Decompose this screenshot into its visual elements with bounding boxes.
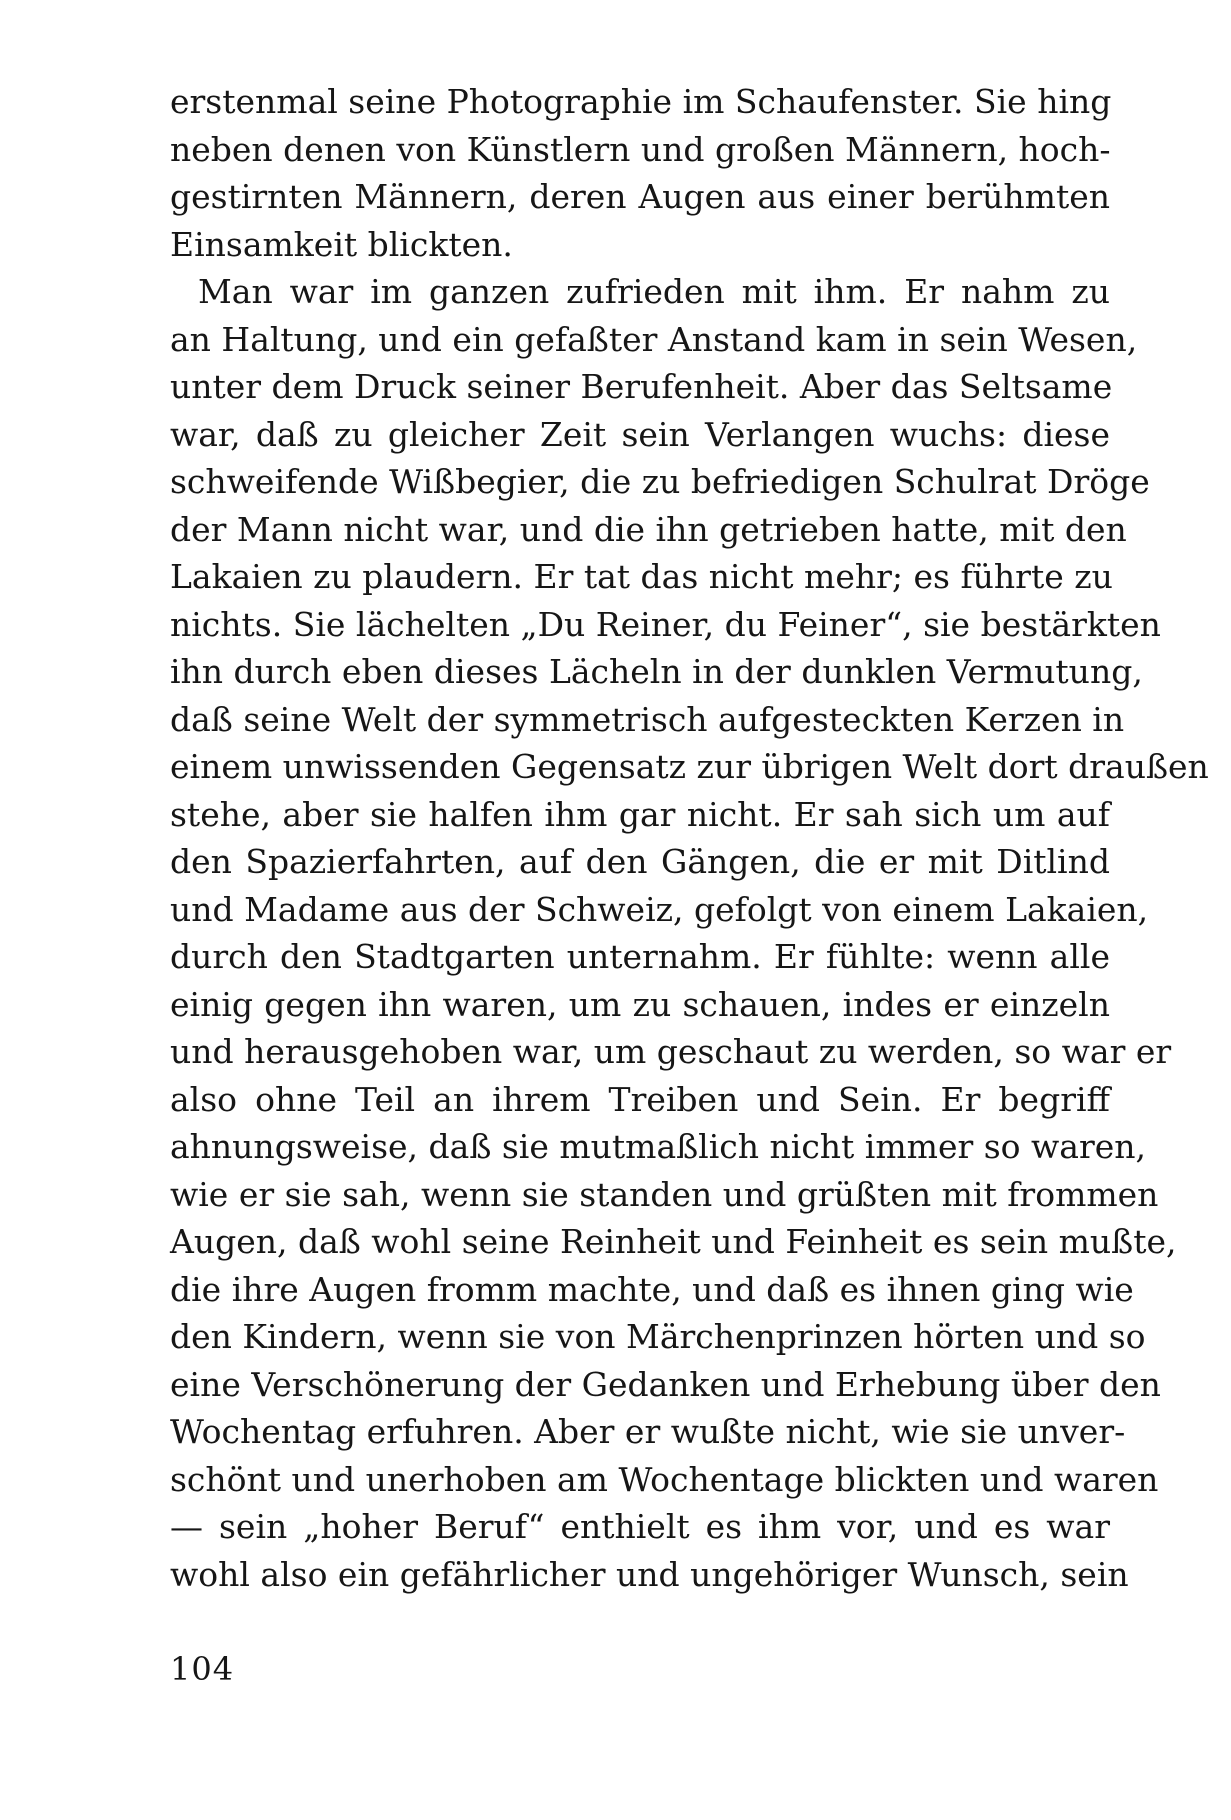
text-line: neben denen von Künstlern und großen Männern, hoch- — [170, 129, 1111, 169]
text-line: Man war im ganzen zufrieden mit ihm. Er nahm zu — [198, 272, 1110, 311]
text-line: war, daß zu gleicher Zeit sein Verlangen wuchs: diese — [170, 414, 1110, 454]
text-line: nichts. Sie lächelten „Du Reiner, du Feiner“, sie bestärkten — [170, 604, 1161, 644]
text-line: Augen, daß wohl seine Reinheit und Feinheit es sein mußte, — [170, 1222, 1177, 1261]
body-text — [170, 78, 1209, 1598]
text-line: ihn durch eben dieses Lächeln in der dunklen Vermutung, — [170, 652, 1143, 691]
text-line: unter dem Druck seiner Berufenheit. Aber das Seltsame — [170, 367, 1113, 406]
text-line: Einsamkeit blickten. — [170, 224, 513, 264]
text-line: eine Verschönerung der Gedanken und Erhebung über den — [170, 1364, 1161, 1404]
text-line: stehe, aber sie halfen ihm gar nicht. Er sah sich um auf — [170, 794, 1110, 834]
text-line: den Kindern, wenn sie von Märchenprinzen hörten und so — [170, 1317, 1146, 1356]
text-line: der Mann nicht war, und die ihn getrieben hatte, mit den — [170, 509, 1127, 549]
text-line: an Haltung, und ein gefaßter Anstand kam in sein Wesen, — [170, 319, 1138, 359]
text-line: Lakaien zu plaudern. Er tat das nicht mehr; es führte zu — [170, 557, 1113, 596]
text-line: wohl also ein gefährlicher und ungehöriger Wunsch, sein — [170, 1554, 1129, 1594]
text-line: — sein „hoher Beruf“ enthielt es ihm vor, und es war — [170, 1507, 1110, 1546]
text-line: und Madame aus der Schweiz, gefolgt von einem Lakaien, — [170, 889, 1149, 929]
text-line: einem unwissenden Gegensatz zur übrigen Welt dort draußen — [170, 747, 1209, 786]
text-line: erstenmal seine Photographie im Schaufenster. Sie hing — [170, 82, 1112, 121]
text-line: schweifende Wißbegier, die zu befriedigen Schulrat Dröge — [170, 462, 1150, 501]
text-line: wie er sie sah, wenn sie standen und grüßten mit frommen — [170, 1174, 1159, 1214]
text-line: schönt und unerhoben am Wochentage blickten und waren — [170, 1459, 1159, 1499]
text-line: durch den Stadtgarten unternahm. Er fühlte: wenn alle — [170, 937, 1110, 976]
text-line: daß seine Welt der symmetrisch aufgesteckten Kerzen in — [170, 699, 1125, 739]
text-line: Wochentag erfuhren. Aber er wußte nicht, wie sie unver- — [170, 1412, 1126, 1451]
text-line: einig gegen ihn waren, um zu schauen, indes er einzeln — [170, 984, 1110, 1024]
text-line: die ihre Augen fromm machte, und daß es ihnen ging wie — [170, 1269, 1134, 1309]
text-line: ahnungsweise, daß sie mutmaßlich nicht immer so waren, — [170, 1127, 1146, 1166]
text-line: also ohne Teil an ihrem Treiben und Sein. Er begriff — [170, 1079, 1110, 1119]
page-number: 104 — [170, 1650, 235, 1688]
text-line: den Spazierfahrten, auf den Gängen, die er mit Ditlind — [170, 842, 1110, 881]
text-line: und herausgehoben war, um geschaut zu werden, so war er — [170, 1032, 1172, 1071]
text-line: gestirnten Männern, deren Augen aus einer berühmten — [170, 177, 1110, 216]
